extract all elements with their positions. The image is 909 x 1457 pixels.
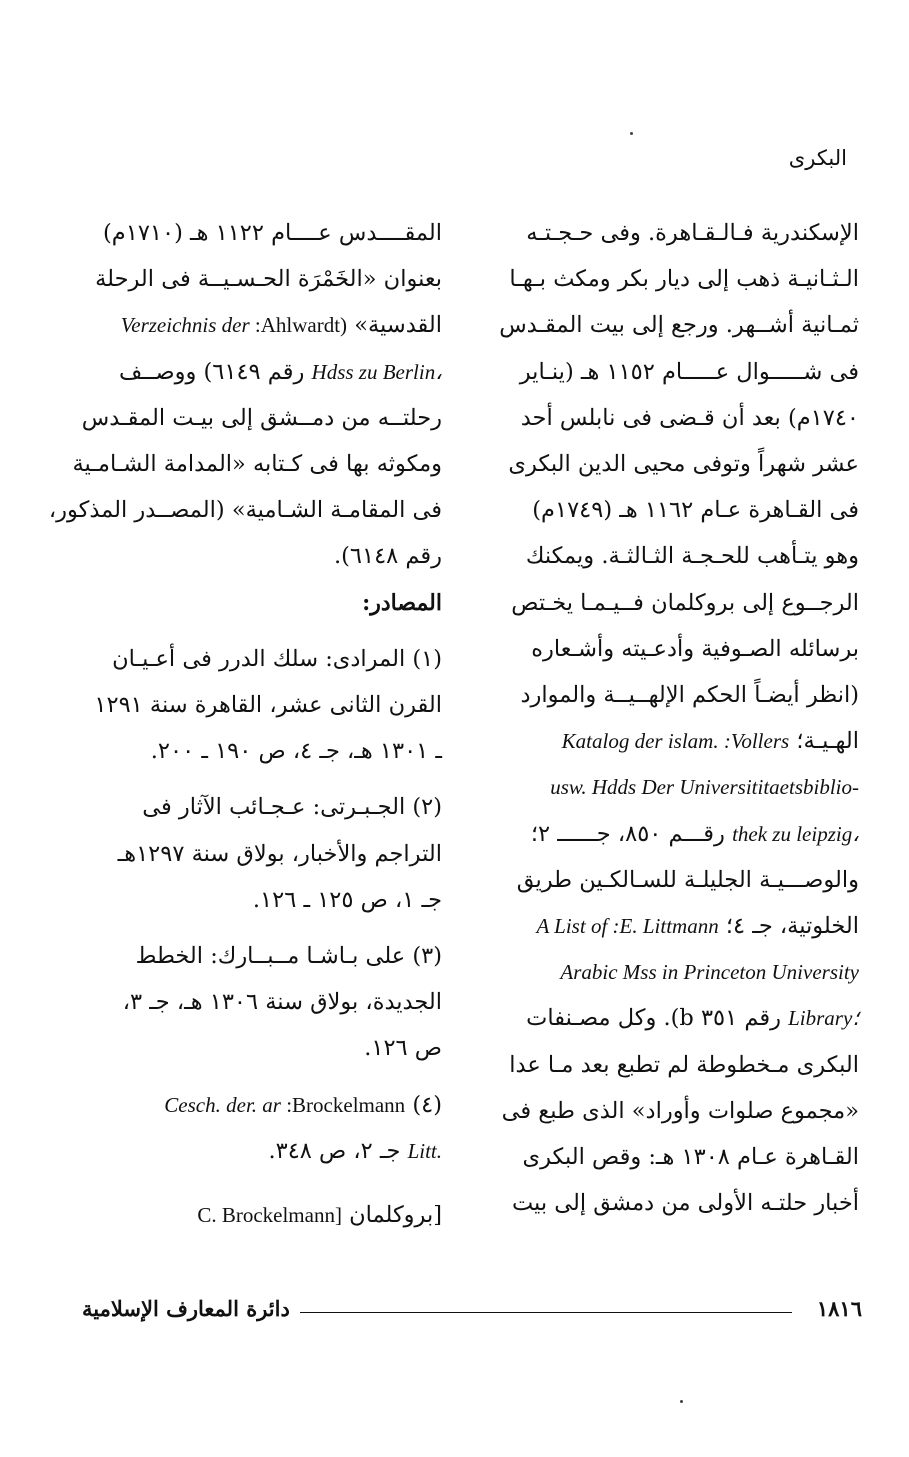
arabic-fragment: رقـــم ٨٥٠، جــــــ ٢؛ — [530, 820, 725, 847]
page-footer — [82, 1296, 862, 1328]
latin-citation: Katalog der islam. :Vollers — [561, 729, 790, 754]
arabic-fragment: رقم ٣٥١ b). وكل مصـنفات — [526, 1005, 781, 1032]
text-line: رقم ٦١٤٨). — [333, 543, 442, 570]
arabic-fragment: جـ ٢، ص ٣٤٨. — [268, 1137, 401, 1164]
text-line: رحلتــه من دمــشق إلى بيـت المقـدس — [81, 404, 442, 431]
text-line: بعنوان «الخَمْرَة الحـسـيــة فى الرحلة — [95, 266, 442, 293]
latin-citation: Cesch. der. ar :Brockelmann — [164, 1092, 406, 1117]
mixed-line — [494, 903, 859, 949]
text-line: ثمـانية أشــهر. ورجع إلى بيت المقـدس — [499, 312, 859, 339]
source-entry — [82, 933, 442, 1072]
text-line: عشر شهراً وتوفى محيى الدين البكرى — [508, 451, 859, 478]
arabic-fragment: الهـيـة؛ — [796, 728, 859, 755]
text-line: «مجموع صلوات وأوراد» الذى طبع فى — [501, 1097, 859, 1124]
mixed-line — [494, 811, 859, 857]
running-head: البكرى — [788, 146, 847, 170]
page-number: ١٨١٦ — [816, 1296, 862, 1321]
scan-speck — [630, 132, 633, 135]
latin-italic: Cesch. der. ar — [164, 1092, 281, 1117]
sources-heading: المصادر: — [362, 589, 442, 616]
arabic-fragment: [بروكلمان — [349, 1202, 442, 1229]
text-line: أخبار حلتـه الأولى من دمشق إلى بيت — [511, 1190, 859, 1217]
text-line: ومكوثه بها فى كـتابه «المدامة الشـامـية — [72, 451, 442, 478]
arabic-fragment: الخلوتية، جـ ٤؛ — [725, 913, 859, 940]
text-line: برسائله الصـوفية وأدعـيته وأشـعاره — [531, 635, 859, 662]
arabic-fragment: (٤) — [412, 1091, 442, 1118]
mixed-line — [82, 1082, 442, 1128]
text-line: الـثـانيـة ذهب إلى ديار بكر ومكث بـهـا — [509, 266, 859, 293]
scan-speck — [680, 1400, 683, 1403]
latin-citation: usw. Hdds Der Universititaetsbiblio- — [550, 775, 859, 800]
mixed-line — [82, 302, 442, 348]
text-line: القـاهرة عـام ١٣٠٨ هـ: وقص البكرى — [522, 1144, 859, 1171]
footer-title: دائرة المعارف الإسلامية — [82, 1296, 290, 1321]
text-line: البكرى مـخطوطة لم تطبع بعد مـا عدا — [509, 1051, 859, 1078]
left-column — [48, 210, 442, 1238]
text-line: جـ ١، ص ١٢٥ ـ ١٢٦. — [252, 886, 442, 913]
text-line: فى شـــــوال عـــــام ١١٥٢ هـ (ينـاير — [519, 358, 859, 385]
author-attribution — [82, 1192, 442, 1238]
mixed-line — [494, 764, 859, 810]
mixed-line — [494, 949, 859, 995]
latin-italic: Verzeichnis der — [120, 313, 250, 338]
latin-citation: Litt. — [407, 1138, 442, 1163]
latin-citation: Verzeichnis der :Ahlwardt) — [120, 313, 348, 338]
mixed-line — [82, 349, 442, 395]
mixed-line — [82, 1128, 442, 1174]
text-line: ص ١٢٦. — [364, 1035, 442, 1062]
text-line: وهو يتـأهب للحـجـة الثـالثـة. ويمكنك — [525, 543, 859, 570]
text-line: فى القـاهرة عـام ١١٦٢ هـ (١٧٤٩م) — [532, 497, 859, 524]
arabic-fragment: القدسية» — [354, 312, 442, 339]
text-line: (انظر أيضـاً الحكم الإلهــيــة والموارد — [520, 682, 859, 709]
text-line: المقــــدس عــــام ١١٢٢ هـ (١٧١٠م) — [103, 220, 442, 246]
latin-citation: Arabic Mss in Princeton University — [560, 960, 859, 985]
latin-citation: Hdss zu Berlin، — [311, 359, 442, 384]
text-line: (٢) الجـبـرتى: عـجـائب الآثار فى — [142, 794, 442, 821]
arabic-fragment: رقم ٦١٤٩) ووصــف — [119, 358, 305, 385]
footer-rule — [300, 1312, 792, 1313]
text-line: القرن الثانى عشر، القاهرة سنة ١٢٩١ — [94, 692, 442, 719]
latin-citation: C. Brockelmann] — [197, 1203, 342, 1228]
source-entry — [82, 784, 442, 923]
latin-citation: thek zu leipzig، — [732, 821, 859, 846]
source-entry — [82, 636, 442, 775]
text-line: (١) المرادى: سلك الدرر فى أعـيـان — [112, 645, 442, 672]
text-line: الجديدة، بولاق سنة ١٣٠٦ هـ، جـ ٣، — [122, 989, 442, 1016]
source-entry — [82, 1082, 442, 1174]
text-line: ١٧٤٠م) بعد أن قـضى فى نابلس أحد — [520, 404, 859, 431]
latin-citation: Library؛ — [788, 1006, 859, 1031]
text-line: الإسكندرية فـالـقـاهرة. وفى حـجـتـه — [526, 220, 859, 246]
mixed-line — [494, 718, 859, 764]
right-column — [494, 210, 859, 1226]
text-line: التراجم والأخبار، بولاق سنة ١٢٩٧هـ — [117, 840, 442, 867]
text-line: فى المقامـة الشـامية» (المصــدر المذكور، — [48, 497, 442, 524]
text-line: الرجــوع إلى بروكلمان فــيـمـا يخـتص — [511, 589, 859, 616]
text-line: ـ ١٣٠١ هـ، جـ ٤، ص ١٩٠ ـ ٢٠٠. — [150, 738, 442, 765]
latin-citation: A List of :E. Littmann — [536, 914, 719, 939]
text-line: والوصـــيـة الجليلـة للسـالكـين طريق — [516, 866, 859, 893]
text-line: (٣) على بـاشـا مــبــارك: الخطط — [135, 943, 442, 970]
mixed-line — [494, 995, 859, 1041]
